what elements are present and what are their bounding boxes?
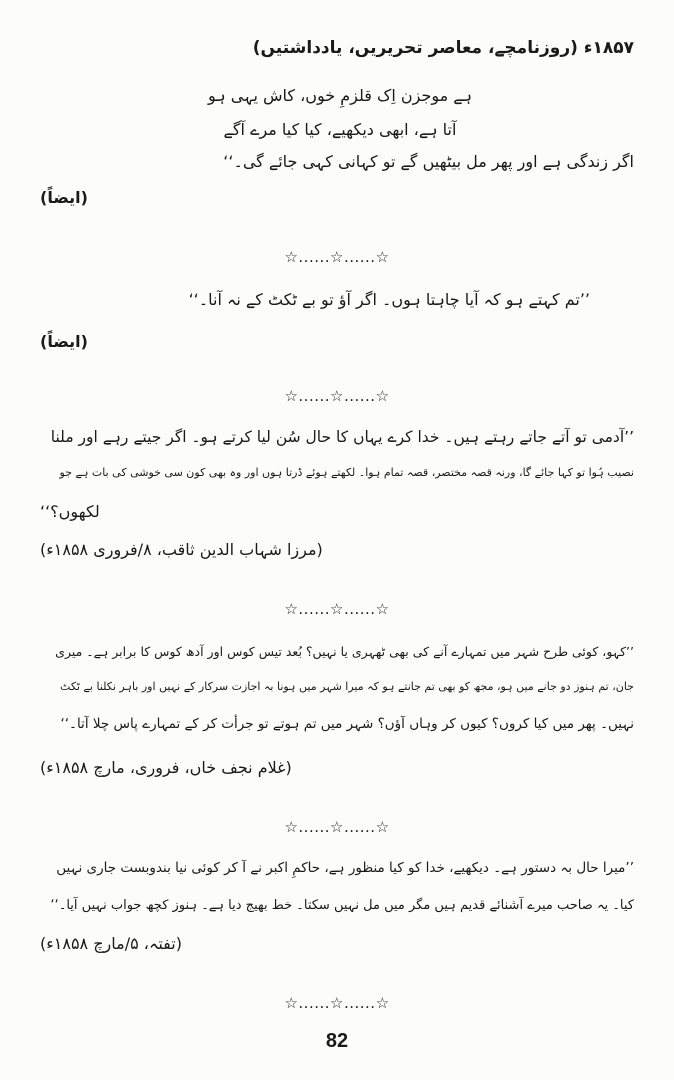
page-heading: ۱۸۵۷ء (روزنامچے، معاصر تحریریں، یادداشتیں) bbox=[252, 38, 634, 58]
source-citation: (ایضاً) bbox=[40, 332, 88, 351]
quote-paragraph: اگر زندگی ہے اور پھر مل بیٹھیں گے تو کہانی کہی جائے گی۔‘‘ bbox=[223, 152, 634, 171]
paragraph-line: کیا۔ یہ صاحب میرے آشنائے قدیم ہیں مگر میں مل نہیں سکتا۔ خط بھیج دیا ہے۔ ہنوز کچھ جواب نہیں آیا۔‘‘ bbox=[50, 898, 634, 913]
paragraph-line: ’’آدمی تو آتے جاتے رہتے ہیں۔ خدا کرے یہاں کا حال سُن لیا کرتے ہو۔ اگر جیتے رہے اور ملنا bbox=[50, 428, 634, 446]
verse-line-1: ہے موجزن اِک قلزمِ خوں، کاش یہی ہو bbox=[208, 86, 472, 105]
section-separator: ☆......☆......☆ bbox=[284, 994, 390, 1012]
source-citation: (تفتہ، ۵/مارچ ۱۸۵۸ء) bbox=[40, 934, 182, 953]
page-number: 82 bbox=[325, 1030, 349, 1052]
section-separator: ☆......☆......☆ bbox=[284, 818, 390, 836]
source-citation: (مرزا شہاب الدین ثاقب، ۸/فروری ۱۸۵۸ء) bbox=[40, 540, 323, 559]
paragraph-line: جان، تم ہنوز دو جانے میں ہو، مجھ کو بھی تم جانتے ہو کہ میرا شہر میں ہونا بہ اجازت سرکار کے نہیں اور باہر نکلنا بے ٹکٹ bbox=[60, 680, 634, 693]
paragraph-line: ’’کہو، کوئی طرح شہر میں تمہارے آنے کی بھی ٹھہری یا نہیں؟ بُعد تیس کوس اور آدھ کوس کا برابر ہے۔ میری bbox=[55, 644, 634, 659]
paragraph-line: نصیب ہُوا تو کہا جائے گا، ورنہ قصہ مختصر، قصہ تمام ہوا۔ لکھتے ہوئے ڈرتا ہوں اور وہ بھی کون سی خوشی کی بات ہے جو bbox=[59, 466, 634, 479]
source-citation: (غلام نجف خاں، فروری، مارچ ۱۸۵۸ء) bbox=[40, 758, 292, 777]
paragraph-line: ’’میرا حال بہ دستور ہے۔ دیکھیے، خدا کو کیا منظور ہے، حاکمِ اکبر نے آ کر کوئی نیا بندوبست جاری نہیں bbox=[56, 860, 634, 876]
paragraph-line: لکھوں؟‘‘ bbox=[40, 502, 100, 521]
verse-line-2: آتا ہے، ابھی دیکھیے، کیا کیا مرے آگے bbox=[223, 120, 457, 139]
section-separator: ☆......☆......☆ bbox=[284, 387, 390, 405]
paragraph-line: نہیں۔ پھر میں کیا کروں؟ کیوں کر وہاں آؤں؟ شہر میں تم ہوتے تو جرأت کر کے تمہارے پاس چلا آتا۔‘‘ bbox=[60, 716, 634, 732]
section-separator: ☆......☆......☆ bbox=[284, 248, 390, 266]
section-separator: ☆......☆......☆ bbox=[284, 600, 390, 618]
source-citation: (ایضاً) bbox=[40, 188, 88, 207]
quote-paragraph: ’’تم کہتے ہو کہ آیا چاہتا ہوں۔ اگر آؤ تو بے ٹکٹ کے نہ آنا۔‘‘ bbox=[188, 290, 590, 309]
